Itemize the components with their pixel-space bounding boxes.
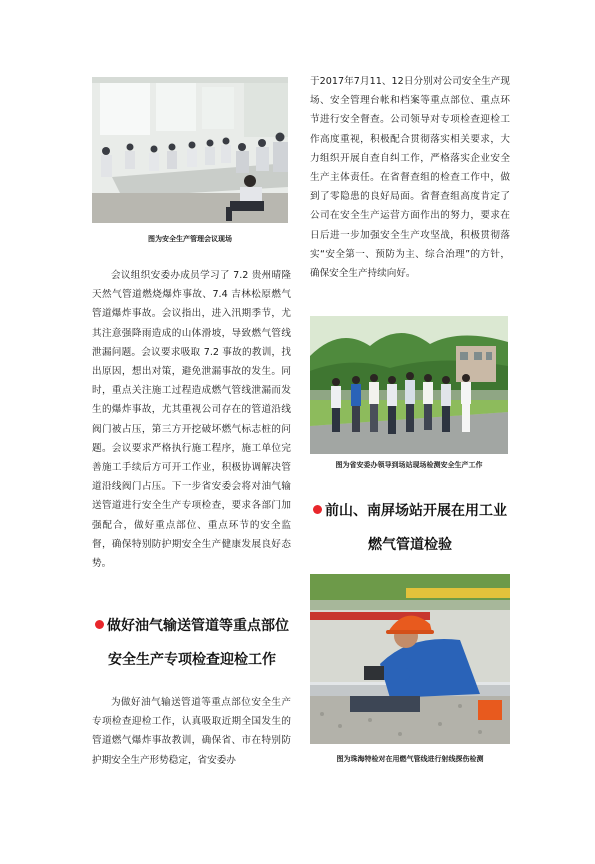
inspection-team-photo xyxy=(310,316,508,454)
inspection-team-photo-caption: 图为省安委办领导到场站现场检测安全生产工作 xyxy=(335,461,483,469)
meeting-paragraph: 会议组织安委办成员学习了 7.2 贵州晴隆天然气管道燃烧爆炸事故、7.4 吉林松原燃气管道爆炸事故。会议指出，进入汛期季节，尤其注意强降雨造成的山体滑坡，导致燃气管线泄漏问题。会议要求吸取 7.2 事故的教训，找出原因，想出对策，避免泄漏事故的发生。同时，重点关注施工过程造成燃气管线泄漏而发生的爆炸事故，尤其重视公司存在的管道沿线阀门被占压，第三方开挖破坏燃气标志桩的问题。会议要求严格执行施工程序，施工单位完善施工手续后方可开工作业，积极协调解决管道沿线阀门占压。下一步省安委会将对油气输送管道进行安全生产专项检查，要求各部门加强配合，做好重点部位、重点环节的安全监督，确保特别防护期安全生产健康发展良好态势。 xyxy=(92,270,291,570)
red-bullet-icon xyxy=(95,620,104,629)
meeting-photo xyxy=(92,77,288,223)
inspection-continued-paragraph: 于2017年7月11、12日分别对公司安全生产现场、安全管理台帐和档案等重点部位、重点环节进行安全督查。公司领导对专项检查迎检工作高度重视，积极配合贯彻落实相关要求，大力组织开展自查自纠工作，严格落实企业安全生产主体责任。在省督查组的检查工作中，做到了零隐患的良好局面。省督查组高度肯定了公司在安全生产运营方面作出的努力，要求在日后进一步加强安全生产攻坚战，积极贯彻落实“安全第一、预防为主、综合治理”的方针，确保安全生产持续向好。 xyxy=(310,76,510,280)
meeting-photo-caption: 图为安全生产管理会议现场 xyxy=(148,235,232,243)
pipeline-inspection-paragraph: 为做好油气输送管道等重点部位安全生产专项检查迎检工作，认真吸取近期全国发生的管道燃气爆炸事故教训，确保省、市在特别防护期安全生产形势稳定，省安委办 xyxy=(92,697,291,766)
section-title-pipeline-test xyxy=(304,497,516,559)
red-bullet-icon xyxy=(313,505,322,514)
section-title-line1: 前山、南屏场站开展在用工业 xyxy=(325,503,507,519)
pipeline-testing-photo-caption: 图为珠海特检对在用燃气管线进行射线探伤检测 xyxy=(336,755,484,763)
pipeline-testing-photo xyxy=(310,574,510,744)
section-title-line2: 安全生产专项检查迎检工作 xyxy=(108,652,276,668)
section-title-pipeline-inspection xyxy=(86,612,298,674)
section-title-line1: 做好油气输送管道等重点部位 xyxy=(107,618,289,634)
section-title-line2: 燃气管道检验 xyxy=(368,537,452,553)
